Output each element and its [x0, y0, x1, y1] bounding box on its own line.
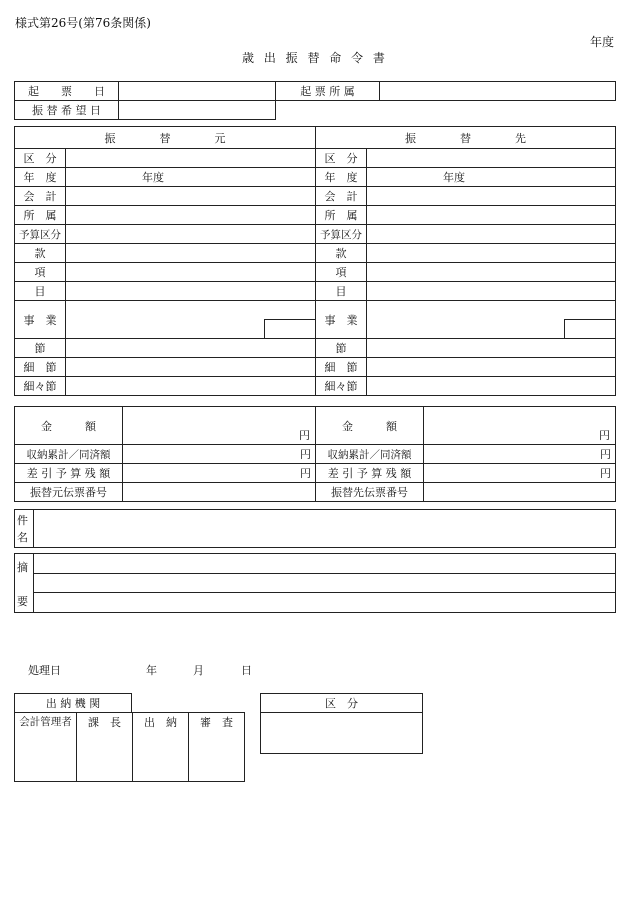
subject-field[interactable]: [34, 510, 616, 548]
src-saisetsu-label: 細 節: [15, 358, 66, 377]
dst-yosan-label: 予算区分: [316, 225, 367, 244]
dst-kou-label: 項: [316, 263, 367, 282]
dst-collected-field[interactable]: [424, 445, 616, 464]
voucher-dept-label: 起 票 所 属: [276, 82, 380, 101]
processing-day: 日: [241, 664, 252, 677]
src-jigyou-code-box[interactable]: [264, 319, 315, 339]
src-remaining-yen: 円: [300, 467, 311, 480]
summary-label-1: 摘: [17, 561, 28, 574]
office-col-shinsa[interactable]: 審 査: [189, 713, 245, 782]
office-col-suitou[interactable]: 出 納: [133, 713, 189, 782]
dst-remaining-label: 差 引 予 算 残 額: [316, 464, 424, 483]
desired-date-label: 振 替 希 望 日: [15, 101, 119, 120]
src-jigyou-label: 事 業: [15, 301, 66, 339]
fiscal-year-label: 年度: [589, 35, 614, 49]
dst-saisetsu-label: 細 節: [316, 358, 367, 377]
summary-table: [14, 553, 616, 613]
dst-jigyou-label: 事 業: [316, 301, 367, 339]
src-amount-field[interactable]: [123, 407, 316, 445]
desired-date-field[interactable]: [119, 101, 276, 120]
src-slip-field[interactable]: [123, 483, 316, 502]
dst-jigyou-field[interactable]: [367, 301, 616, 339]
dst-kou-field[interactable]: [367, 263, 616, 282]
src-kubun-label: 区 分: [15, 149, 66, 168]
dst-nendo-label: 年 度: [316, 168, 367, 187]
category-table: [260, 693, 423, 754]
src-nendo-label: 年 度: [15, 168, 66, 187]
src-saisaisetsu-label: 細々節: [15, 377, 66, 396]
src-remaining-field[interactable]: [123, 464, 316, 483]
dst-kubun-field[interactable]: [367, 149, 616, 168]
source-heading: 振 替 元: [15, 127, 316, 149]
dst-moku-field[interactable]: [367, 282, 616, 301]
dst-yosan-field[interactable]: [367, 225, 616, 244]
summary-line-1[interactable]: [34, 554, 616, 574]
src-kou-label: 項: [15, 263, 66, 282]
office-stamp-table: [14, 712, 245, 782]
office-col-kaikei[interactable]: 会計管理者: [15, 713, 77, 782]
dst-amount-field[interactable]: [424, 407, 616, 445]
src-saisetsu-field[interactable]: [66, 358, 316, 377]
src-setsu-field[interactable]: [66, 339, 316, 358]
src-slip-label: 振替元伝票番号: [15, 483, 123, 502]
dst-remaining-yen: 円: [600, 467, 611, 480]
src-kubun-field[interactable]: [66, 149, 316, 168]
src-jigyou-field[interactable]: [66, 301, 316, 339]
src-amount-label: 金 額: [15, 407, 123, 445]
desired-date-table: [14, 100, 276, 120]
src-nendo-field[interactable]: [66, 168, 316, 187]
summary-label-2: 要: [17, 595, 28, 608]
src-collected-yen: 円: [300, 448, 311, 461]
src-amount-yen: 円: [299, 429, 310, 442]
dst-kan-label: 款: [316, 244, 367, 263]
summary-label: [15, 554, 34, 613]
src-moku-label: 目: [15, 282, 66, 301]
form-id: 様式第26号(第76条関係): [15, 16, 151, 30]
subject-label-2: 名: [17, 530, 28, 544]
category-field[interactable]: [261, 713, 423, 754]
dst-collected-yen: 円: [600, 448, 611, 461]
subject-label: [15, 510, 34, 548]
src-kan-label: 款: [15, 244, 66, 263]
dst-saisaisetsu-field[interactable]: [367, 377, 616, 396]
target-heading: 振 替 先: [316, 127, 616, 149]
dst-amount-yen: 円: [599, 429, 610, 442]
subject-table: [14, 509, 616, 548]
voucher-date-label: 起 票 日: [15, 82, 119, 101]
dst-setsu-label: 節: [316, 339, 367, 358]
src-collected-field[interactable]: [123, 445, 316, 464]
voucher-date-field[interactable]: [119, 82, 276, 101]
voucher-info-table: [14, 81, 616, 101]
src-kou-field[interactable]: [66, 263, 316, 282]
dst-saisetsu-field[interactable]: [367, 358, 616, 377]
src-yosan-label: 予算区分: [15, 225, 66, 244]
processing-date-label: 処理日: [28, 664, 61, 677]
amount-table: [14, 406, 616, 502]
processing-year: 年: [146, 664, 157, 677]
dst-saisaisetsu-label: 細々節: [316, 377, 367, 396]
subject-label-1: 件: [17, 513, 28, 527]
page-title: 歳 出 振 替 命 令 書: [242, 51, 388, 65]
voucher-dept-field[interactable]: [380, 82, 616, 101]
src-moku-field[interactable]: [66, 282, 316, 301]
dst-kan-field[interactable]: [367, 244, 616, 263]
transfer-table: [14, 126, 616, 396]
src-saisaisetsu-field[interactable]: [66, 377, 316, 396]
dst-collected-label: 収納累計／同済額: [316, 445, 424, 464]
office-heading-table: [14, 693, 132, 713]
dst-nendo-field[interactable]: [367, 168, 616, 187]
category-heading: 区 分: [261, 694, 423, 713]
dst-kaikei-field[interactable]: [367, 187, 616, 206]
dst-amount-label: 金 額: [316, 407, 424, 445]
processing-month: 月: [193, 664, 204, 677]
office-heading: 出 納 機 関: [15, 694, 132, 713]
src-kan-field[interactable]: [66, 244, 316, 263]
summary-line-3[interactable]: [34, 593, 616, 613]
src-kaikei-field[interactable]: [66, 187, 316, 206]
dst-setsu-field[interactable]: [367, 339, 616, 358]
dst-nendo-suffix: 年度: [443, 171, 465, 184]
dst-moku-label: 目: [316, 282, 367, 301]
src-nendo-suffix: 年度: [142, 171, 164, 184]
src-remaining-label: 差 引 予 算 残 額: [15, 464, 123, 483]
src-kaikei-label: 会 計: [15, 187, 66, 206]
src-collected-label: 収納累計／同済額: [15, 445, 123, 464]
src-setsu-label: 節: [15, 339, 66, 358]
dst-shozoku-field[interactable]: [367, 206, 616, 225]
summary-line-2[interactable]: [34, 573, 616, 593]
dst-kaikei-label: 会 計: [316, 187, 367, 206]
src-shozoku-label: 所 属: [15, 206, 66, 225]
dst-slip-label: 振替先伝票番号: [316, 483, 424, 502]
src-yosan-field[interactable]: [66, 225, 316, 244]
dst-remaining-field[interactable]: [424, 464, 616, 483]
dst-shozoku-label: 所 属: [316, 206, 367, 225]
src-shozoku-field[interactable]: [66, 206, 316, 225]
office-col-kachou[interactable]: 課 長: [77, 713, 133, 782]
dst-slip-field[interactable]: [424, 483, 616, 502]
dst-jigyou-code-box[interactable]: [564, 319, 615, 339]
dst-kubun-label: 区 分: [316, 149, 367, 168]
